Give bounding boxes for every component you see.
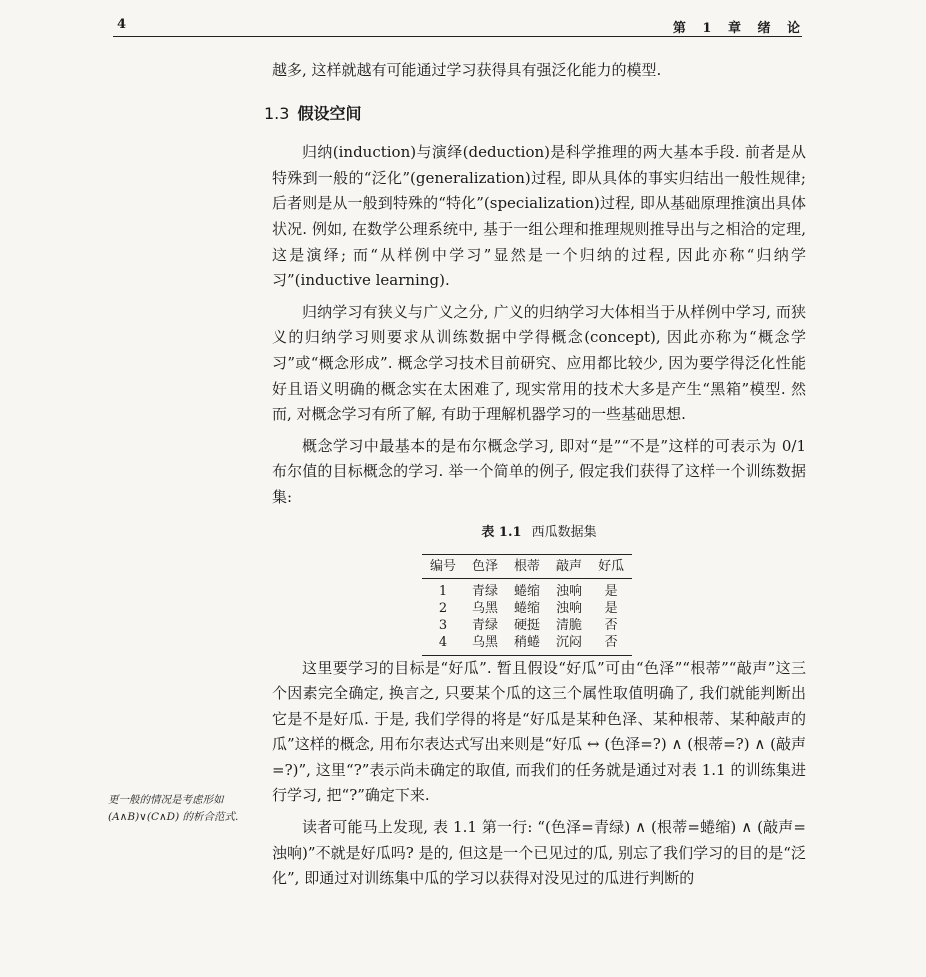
watermelon-table [422,554,632,656]
table-number: 表 1.1 [481,524,522,540]
table-cell: 乌黑 [472,600,499,616]
table-cell: 蜷缩 [514,583,541,599]
margin-note: 更一般的情况是考虑形如 (A∧B)∨(C∧D) 的析合范式. [108,794,239,823]
table-cell: 1 [438,583,448,599]
column-header: 根蒂 [506,554,548,578]
column-header: 色泽 [464,554,506,578]
table-cell: 否 [604,634,618,650]
table-cell: 清脆 [556,617,583,633]
paragraph: 归纳学习有狭义与广义之分, 广义的归纳学习大体相当于从样例中学习, 而狭义的归纳学习则要求从训练数据中学得概念(concept), 因此亦称为“概念学习”或“概念形成”. 概念学习技术目前研究、应用都比较少, 因为要学得泛化性能好且语义明确的概念实在太困难了, 现实常用的技术大多是产生“黑箱”模型. 然而, 对概念学习有所了解, 有助于理解机器学习的一些基础思想. [272,302,806,424]
section-heading [264,101,806,127]
paragraph: 概念学习中最基本的是布尔概念学习, 即对“是”“不是”这样的可表示为 0/1 布尔值的目标概念的学习. 举一个简单的例子, 假定我们获得了这样一个训练数据集: [272,436,806,506]
table-row [422,634,632,656]
table-row [422,617,632,634]
table-cell: 2 [438,600,448,616]
table-cell: 否 [604,617,618,633]
running-head [113,14,802,37]
chapter-title: 第 1 章 绪 论 [672,21,800,36]
table-cell: 沉闷 [556,634,583,650]
table-caption [272,524,806,542]
table-row [422,578,632,600]
table-cell: 是 [604,600,618,616]
table-cell: 3 [438,617,448,633]
page-number: 4 [117,17,127,32]
table-cell: 硬挺 [514,617,541,633]
column-header: 好瓜 [590,554,632,578]
paragraph: 归纳(induction)与演绎(deduction)是科学推理的两大基本手段. 前者是从特殊到一般的“泛化”(generalization)过程, 即从具体的事实归结出一般性规律; 后者则是从一般到特殊的“特化”(specialization)过程, 即从基础原理推演出具体状况. 例如, 在数学公理系统中, 基于一组公理和推理规则推导出与之相洽的定理, 这是演绎; 而“从样例中学习”显然是一个归纳的过程, 因此亦称“归纳学习”(inductive learning). [272,143,806,290]
table-cell: 浊响 [556,583,583,599]
table-header-row [422,554,632,578]
section-title: 假设空间 [297,103,362,123]
table-row [422,600,632,617]
table-title: 西瓜数据集 [531,524,597,540]
paragraph: 读者可能马上发现, 表 1.1 第一行: “(色泽=青绿) ∧ (根蒂=蜷缩) ∧ (敲声=浊响)”不就是好瓜吗? 是的, 但这是一个已见过的瓜, 别忘了我们学习的目的是“泛化”, 即通过对训练集中瓜的学习以获得对没见过的瓜进行判断的 [272,818,806,888]
table-cell: 4 [438,634,448,650]
table-cell: 蜷缩 [514,600,541,616]
table-cell: 是 [604,583,618,599]
table-cell: 青绿 [472,617,499,633]
paragraph: 这里要学习的目标是“好瓜”. 暂且假设“好瓜”可由“色泽”“根蒂”“敲声”这三个因素完全确定, 换言之, 只要某个瓜的这三个属性取值明确了, 我们就能判断出它是不是好瓜. 于是, 我们学得的将是“好瓜是某种色泽、某种根蒂、某种敲声的瓜”这样的概念, 用布尔表达式写出来则是“好瓜 ↔ (色泽=?) ∧ (根蒂=?) ∧ (敲声=?)”, 这里“?”表示尚未确定的取值, 而我们的任务就是通过对表 1.1 的训练集进行学习, 把“?”确定下来. [272,658,806,805]
column-header: 编号 [422,554,464,578]
column-header: 敲声 [548,554,590,578]
table-cell: 乌黑 [472,634,499,650]
table-cell: 青绿 [472,583,499,599]
table-cell: 稍蜷 [514,634,541,650]
section-number: 1.3 [264,103,290,123]
paragraph: 越多, 这样就越有可能通过学习获得具有强泛化能力的模型. [272,61,662,79]
main-text [264,58,806,892]
table-cell: 浊响 [556,600,583,616]
